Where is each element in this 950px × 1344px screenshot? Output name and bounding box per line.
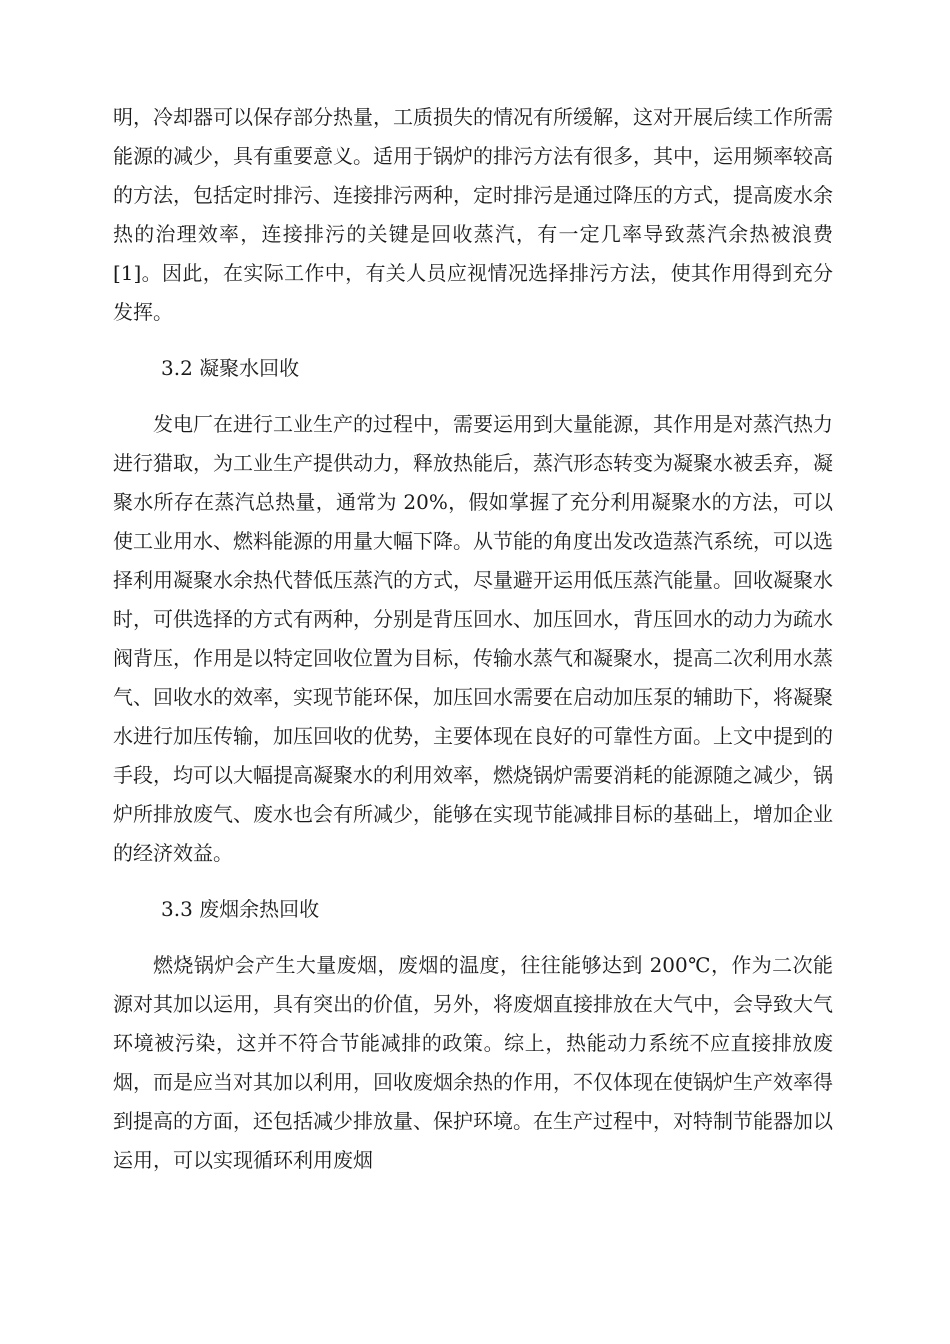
paragraph-flue-gas-recovery: 燃烧锅炉会产生大量废烟，废烟的温度，往往能够达到 200℃，作为二次能源对其加以运用，具有突出的价值，另外，将废烟直接排放在大气中，会导致大气环境被污染，这并不符合节能减排的政策。综上，热能动力系统不应直接排放废烟，而是应当对其加以利用，回收废烟余热的作用，不仅体现在使锅炉生产效率得到提高的方面，还包括减少排放量、保护环境。在生产过程中，对特制节能器加以运用，可以实现循环利用废烟 [113,953,833,1172]
paragraph-exhaust-methods: 明，冷却器可以保存部分热量，工质损失的情况有所缓解，这对开展后续工作所需能源的减少，具有重要意义。适用于锅炉的排污方法有很多，其中，运用频率较高的方法，包括定时排污、连接排污两种，定时排污是通过降压的方式，提高废水余热的治理效率，连接排污的关键是回收蒸汽，有一定几率导致蒸汽余热被浪费[1]。因此，在实际工作中，有关人员应视情况选择排污方法，使其作用得到充分发挥。 [113,105,833,324]
spacer [113,388,833,405]
spacer [113,929,833,946]
section-heading-3-2: 3.2 凝聚水回收 [161,356,300,380]
document-page [113,98,833,1180]
section-heading-3-3: 3.3 废烟余热回收 [161,897,320,921]
paragraph-condensate-recovery: 发电厂在进行工业生产的过程中，需要运用到大量能源，其作用是对蒸汽热力进行猎取，为工业生产提供动力，释放热能后，蒸汽形态转变为凝聚水被丢弃，凝聚水所存在蒸汽总热量，通常为 20%，假如掌握了充分利用凝聚水的方法，可以使工业用水、燃料能源的用量大幅下降。从节能的角度出发改造蒸汽系统，可以选择利用凝聚水余热代替低压蒸汽的方式，尽量避开运用低压蒸汽能量。回收凝聚水时，可供选择的方式有两种，分别是背压回水、加压回水，背压回水的动力为疏水阀背压，作用是以特定回收位置为目标，传输水蒸气和凝聚水，提高二次利用水蒸气、回收水的效率，实现节能环保，加压回水需要在启动加压泵的辅助下，将凝聚水进行加压传输，加压回收的优势，主要体现在良好的可靠性方面。上文中提到的手段，均可以大幅提高凝聚水的利用效率，燃烧锅炉需要消耗的能源随之减少，锅炉所排放废气、废水也会有所减少，能够在实现节能减排目标的基础上，增加企业的经济效益。 [113,412,833,865]
spacer [113,873,833,890]
spacer [113,332,833,349]
